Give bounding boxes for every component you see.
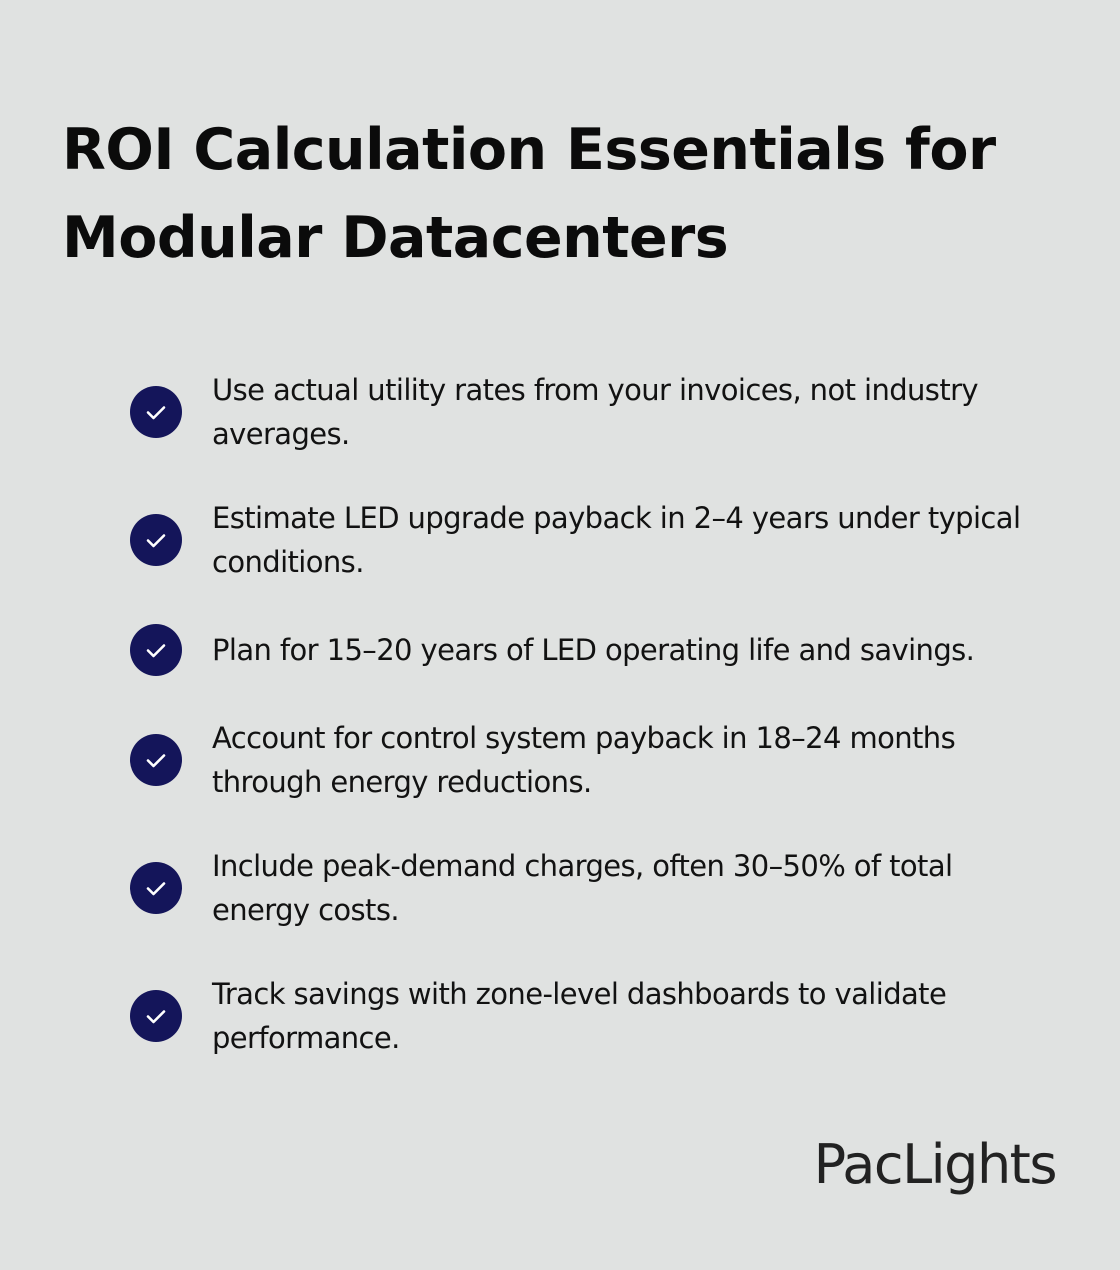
list-item-text: Include peak-demand charges, often 30–50% of total energy costs. [212, 849, 953, 927]
list-item-text: Use actual utility rates from your invoices, not industry averages. [212, 373, 978, 451]
list-item-text: Plan for 15–20 years of LED operating life and savings. [212, 633, 975, 667]
check-icon [130, 734, 182, 786]
check-icon [130, 624, 182, 676]
check-icon [130, 386, 182, 438]
list-item-text: Track savings with zone-level dashboards to validate performance. [212, 977, 947, 1055]
check-icon [130, 990, 182, 1042]
list-item-text: Estimate LED upgrade payback in 2–4 years under typical conditions. [212, 501, 1021, 579]
check-icon [130, 862, 182, 914]
check-icon [130, 514, 182, 566]
brand-logo: PacLights [813, 1133, 1056, 1196]
page-title: ROI Calculation Essentials for Modular Datacenters [62, 117, 996, 271]
list-item-text: Account for control system payback in 18–24 months through energy reductions. [212, 721, 956, 799]
